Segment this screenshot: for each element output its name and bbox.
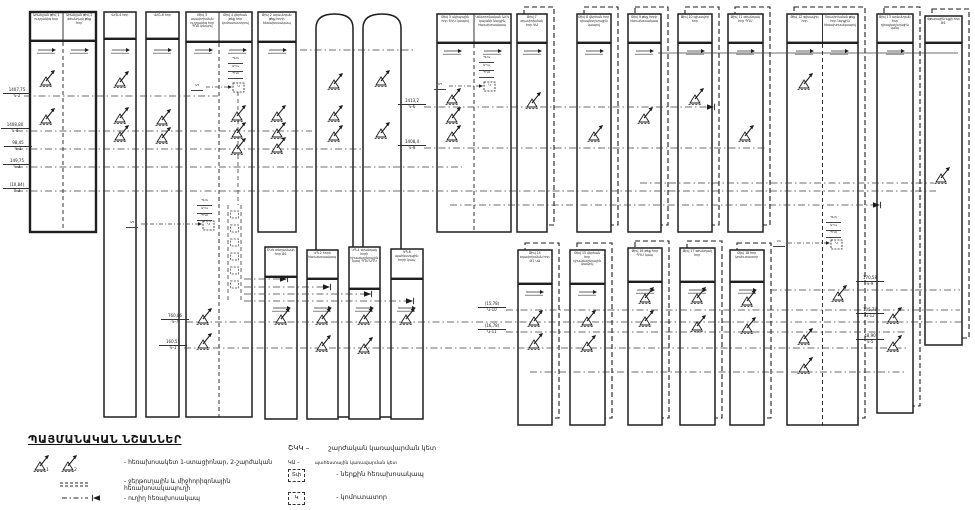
column-header: ԿՊ-4 օժանդակ հորի դիսպետչերային կապ ՊՂՍ ԱԴԿ — [350, 248, 379, 264]
box-glyph: Կ — [835, 241, 838, 245]
column-header: Օդափոխման թեք հոր ներքին հեռախոսակապով — [824, 15, 856, 27]
box-glyph: Կ — [237, 84, 240, 88]
column-header: Թիվ 11 օժանդակ հոր ՊՂՍ — [730, 15, 760, 23]
stack-label: ՊՂՍ — [228, 72, 243, 79]
header-band — [392, 278, 423, 280]
header-band — [518, 42, 547, 44]
elevation-text: (10,84) — [3, 183, 31, 189]
elevation-text: 170,58 — [856, 276, 884, 282]
legend-box-phone — [288, 461, 424, 482]
elevation-text: 760,86 — [161, 314, 189, 320]
legend-item-label: - հեռախոսակետ 1-ստացիոնար, 2-շարժական — [124, 458, 273, 466]
header-band — [259, 41, 296, 43]
stack-label: ՊՂՍ — [197, 214, 212, 221]
elevation-text: Կ-7 — [171, 318, 179, 324]
stack-arrow-label: ԿՊ — [191, 84, 203, 91]
header-band — [878, 42, 913, 44]
shaft-column — [104, 12, 136, 417]
shaft-column — [391, 249, 423, 419]
elevation-text: (15,78) — [478, 302, 506, 308]
commutator-label: - կոմուտատոր — [336, 493, 388, 501]
column-header: Թիվ 5 սկիպային հոր ՇԿԿ կապով — [441, 15, 470, 23]
elevation-text: 105,78 — [856, 308, 884, 314]
column-header: ԿՊ-6 պահեստային հորի կապ — [395, 250, 419, 262]
elevation-text: Կ-1 — [169, 344, 177, 350]
elevation-text: 1413,2 — [398, 99, 426, 105]
shaft-column — [877, 14, 913, 413]
dashed-phone-line-icon — [28, 493, 124, 503]
header-band — [729, 42, 763, 44]
skk-label: շարժական կառավարման կետ — [328, 444, 437, 452]
column-header: Թիվ 8 վերհան հոր դիսպետչերային կապով — [578, 15, 610, 27]
shaft-column — [628, 248, 662, 425]
elevation-text: Կ-4 — [11, 127, 19, 133]
elevation-text: Կ-1 — [14, 145, 22, 151]
header-band — [105, 38, 136, 40]
box-glyph: Կ — [488, 83, 491, 87]
shaft-column — [730, 250, 764, 425]
shaft-column — [518, 250, 552, 425]
shaft-column — [307, 250, 338, 419]
stack-label: ԱԴԿ — [197, 207, 212, 214]
stack-label: ՊՂՍ — [479, 71, 494, 78]
elevation-text: (16,78) — [478, 324, 506, 330]
legend-item — [28, 493, 200, 503]
legend-box-commutator — [288, 484, 387, 505]
skk-abbr: ՇԿԿ – — [288, 444, 310, 452]
column-header: ՇԿԿ տեղամասի հոր Թ1 — [266, 248, 295, 256]
shaft-column — [628, 14, 661, 232]
stack-label: ՊՍԿ — [479, 56, 494, 63]
stack-label: ՊՍԿ — [228, 57, 243, 64]
column-header: Թիվ 13 արևմտյան հոր դիսպետչերային կապ — [878, 15, 911, 31]
header-band — [147, 38, 179, 40]
header-band — [629, 281, 662, 283]
column-header: Թիվ 2 արևմտյան թեք հորի հեռախոսակապ — [261, 13, 292, 25]
shaft-column — [577, 14, 611, 232]
elevation-text: Կ-3 — [13, 163, 21, 169]
commutator-box-icon — [233, 83, 244, 92]
column-header: Թիվ 10 գլխավոր հոր — [680, 15, 709, 23]
column-header: Թիվ 3 օդափոխման ուղղաձիգ հոր ՊՂՍ կապով — [190, 13, 215, 29]
shaft-column — [265, 247, 297, 419]
column-header: Թիվ 16 թեք հոր ՊՂՍ կապ — [631, 249, 658, 257]
header-band — [679, 42, 712, 44]
column-header: Կենտրոնական ԱՀԿ կայանի ներքին հեռախոսակապ — [475, 15, 510, 27]
commutator-box-icon — [484, 82, 495, 91]
legend-item-label: - ջերթուղային և միջհորիզոնային հեռախոսակապուղի — [124, 478, 231, 492]
ka-label: պահեստային կառավարման կետ — [314, 461, 398, 466]
shaft-column — [570, 250, 605, 425]
shaft-column — [680, 248, 715, 425]
column-header: Թիվ 9 թեք հորի հեռախոսակապ — [630, 15, 659, 23]
header-band — [681, 281, 715, 283]
station-num-1: 1 — [46, 468, 49, 473]
column-header: Թիվ 15 վերհան հոր դիսպետչերային կապով — [573, 251, 602, 267]
commutator-box-icon — [831, 240, 842, 249]
column-header: ՎՀՇ-4 հոր — [111, 13, 129, 17]
elevation-text: 98,45 — [4, 141, 32, 147]
header-band — [350, 288, 380, 290]
stack-arrow-label: ԿՊ — [434, 83, 446, 90]
internal-phone-label: - ներքին հեռախոսակապ — [336, 470, 424, 478]
shaft-column — [728, 14, 763, 232]
legend-item — [28, 478, 293, 492]
header-band — [629, 42, 661, 44]
stack-label: ՊՍԿ — [826, 216, 841, 223]
elevation-text: Կ-6 — [408, 103, 416, 109]
header-band — [578, 42, 611, 44]
legend-item-label: - ուղիղ հեռախոսակապ — [124, 494, 200, 502]
column-header: Արևելյան թիվ 2 օժանդակ թեք հոր — [66, 13, 93, 25]
internal-phone-box-icon: Տփ — [288, 469, 305, 482]
elevation-text: 1407,75 — [3, 88, 31, 94]
column-header: ՎՀՇ-6 հոր — [153, 13, 171, 17]
legend — [28, 433, 293, 502]
column-header: Թիվ 18 հոր կոմուտատոր — [735, 251, 759, 259]
stack-arrow-label: ԲՍ — [773, 240, 785, 247]
elevation-text: 48,90 — [856, 334, 884, 340]
elevation-text: 1408,4 — [398, 140, 426, 146]
elevation-text: Կ-2 — [13, 92, 21, 98]
stack-arrow-label: ԿՊ — [126, 221, 138, 228]
column-header: Թիվ 17 օժանդակ հոր — [682, 249, 712, 257]
legend-item — [28, 450, 272, 474]
ka-abbr: ԿԱ – — [288, 460, 300, 466]
shaft-column — [517, 14, 547, 232]
header-band — [926, 42, 962, 44]
elevation-text: 1408,80 — [1, 123, 29, 129]
elevation-text: Կ-5 — [866, 338, 874, 344]
header-band — [519, 283, 552, 285]
station-flag-icons — [28, 450, 124, 474]
stack-label: ԱԴԿ — [228, 65, 243, 72]
elevation-text: Կ-10 — [487, 306, 497, 312]
box-glyph: Կ — [207, 222, 210, 226]
shaft-column — [349, 247, 380, 419]
column-header: Արևելյան թիվ 1 ուղղաձիգ հոր — [33, 13, 60, 21]
stack-label: ՊՂՍ — [826, 231, 841, 238]
elevation-text: 0-3 — [13, 187, 21, 193]
header-band — [571, 283, 605, 285]
commutator-box-icon: Կ — [288, 492, 305, 505]
commutator-box-icon — [203, 221, 214, 230]
stack-label: ՊՍԿ — [197, 199, 212, 206]
elevation-text: 149,75 — [3, 159, 31, 165]
header-band — [731, 281, 764, 283]
column-header: Վթարային ելքի հոր Թ1 — [926, 17, 960, 25]
elevation-text: Կ-8 — [408, 144, 416, 150]
column-header: Թիվ 4 վերհան թեք հոր կոմուտատորով — [221, 13, 249, 25]
shaft-column — [146, 12, 179, 417]
column-header: ԿՊ-2 հորի հեռախոսակապ — [308, 251, 337, 259]
shaft-column — [258, 12, 296, 232]
header-band — [308, 278, 338, 280]
legend-title: ՊԱՅՄԱՆԱԿԱՆ ՆՇԱՆՆԵՐ — [28, 433, 182, 446]
station-num-2: 2 — [74, 468, 77, 473]
elevation-text: Կ-9 — [866, 280, 874, 286]
elevation-text: Կ-11 — [487, 328, 497, 334]
elevation-text: 160,55 — [159, 340, 187, 346]
stack-label: ԱԴԿ — [479, 64, 494, 71]
column-header: Թիվ 7 օդափոխման հոր ԿԱ — [520, 15, 544, 27]
column-header: Թիվ 12 գլխավոր հոր — [790, 15, 819, 23]
shaft-column — [678, 14, 712, 232]
dashed-double-line-icon — [28, 480, 124, 490]
column-header: Թիվ 14 օդափոխման հոր Թ1 ԿԱ — [519, 251, 550, 263]
stack-label: ԱԴԿ — [826, 224, 841, 231]
elevation-text: Կ-12 — [865, 312, 875, 318]
